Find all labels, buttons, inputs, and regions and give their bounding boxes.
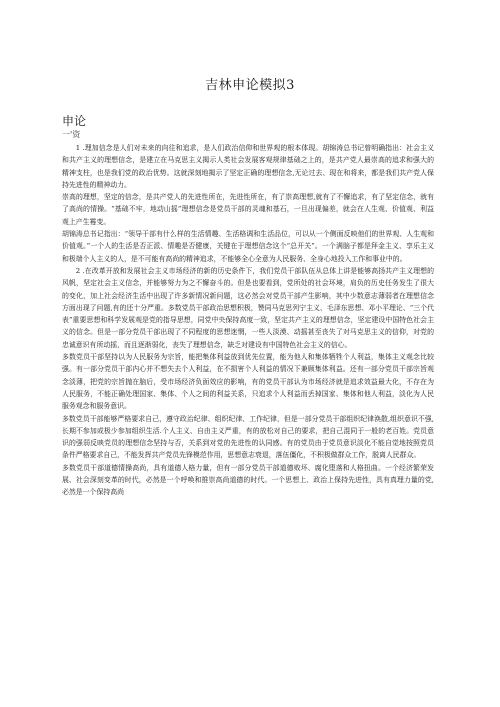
paragraph: 崇高的理想，坚定的信念，是共产党人的先进性所在，先进性所在，有了崇高理想,就有了不懈追求，有了坚定信念，就有了高尚的情操。“基础不牢，地动山摇”理想信念是党员干部的灵魂和基石，一旦出现偏差，就会在人生观、价值观、利益观上产生霉变。 xyxy=(62,193,434,226)
sub-heading: 一'资 xyxy=(62,130,81,139)
paragraph: 多数党员干部能够严格要求自己，遵守政治纪律、组织纪律、工作纪律，但是一部分党员干部组织纪律涣散,组织意识不强,长期不参加或极少参加组织生活.个人主义、自由主义严重，有的放松对自己的要求，把自己混同于一般的老百姓。党员意识的强弱反映党员的理想信念坚持与否，关系到对党的先进性的认同感。有的党员由于党员意识淡化不能自觉地按照党员条件严格要求自己，不能发挥共产党员先锋模范作用，思想意志衰退，落伍僵化，不积极做群众工作，脱离人民群众。 xyxy=(62,414,434,460)
paragraph: 多数党员干部道德情操高尚，具有道德人格力量，但有一部分党员干部道德败坏、腐化堕落和人格扭曲。一个经济繁荣发展、社会深刻变革的时代，必然是一个呼唤和推崇高尚道德的时代。一个思想上、政治上保持先进性，具有真理力量的党,必然是一个保持高尚 xyxy=(62,463,434,497)
section-heading: 申论 xyxy=(62,114,87,128)
document-body xyxy=(62,142,434,499)
paragraph: 胡锦涛总书记指出：“领导干部有什么样的生活情趣、生活格调和生活品位，可以从一个侧面反映他们的世界观、人生观和价值观。”一个人的生活是否正派、情趣是否健康，关键在于理想信念这个“总开关”。一个满脑子都是拜金主义、享乐主义和极端个人主义的人，是不可能有高尚的精神追求，不能够全心全意为人民服务、全身心地投入工作和事业中的。 xyxy=(62,230,434,263)
document-title: 吉林申论模拟3 xyxy=(205,78,295,93)
paragraph: 1 .理加信念是人们对未来的向往和追求，是人们政治信仰和世界观的根本体现。胡锦涛总书记曾明确指出：社会主义和共产主义的理想信念，是建立在马克思主义揭示人类社会发展客观规律基础之上的，是共产党人最崇高的追求和强大的精神支柱，也是我们党的政治优势。这就深刻地揭示了坚定正确的理想信念,无论过去、现在和将来，都是我们共产党人保持先进性的精神动力。 xyxy=(62,144,434,189)
paragraph: 2 .在改革开放和发展社会主义市场经济的新的历史条件下，我们党员干部队伍从总体上讲是能够高扬共产主义理想的风帆，坚定社会主义信念，并能够努力为之不懈奋斗的。但是也要看到，党所处的社会环境，肩负的历史任务发生了很大的变化，加上社会经济生活中出现了许多新情况新问题，这必然会对党员干部产生影响，其中少数意志薄弱者在理想信念方面出现了问题,有的还十分严重。多数党员干部政治思想积极，赞同马克思列宁主义、毛泽东思想、邓小平理论、“三个代表”重要思想和科学发展观是党的指导思想，同党中央保持高度一致，坚定共产主义的理想信念，坚定建设中国特色社会主义的信念。但是一部分党员干部出现了不同程度的思想迷惘，一些人淡漠、动摇甚至丧失了对马克思主义的信仰，对党的忠诚意识有所动摇，而且逐渐弱化，丧失了理想信念，缺乏对建设有中国特色社会主义的信心。 xyxy=(62,266,434,349)
paragraph: 多数党员干部坚持以为人民服务为宗旨，能把集体利益放到优先位置，能为他人和集体牺牲个人利益，集体主义观念比较强。有一部分党员干部内心并不想失去个人利益，在不损害个人利益的情况下兼顾集体利益。还有一部分党员干部宗旨观念淡薄，把党的宗旨抛在脑后，受市场经济负面效应的影响，有的党员干部认为市场经济就是追求效益最大化，不存在为人民服务，不能正确处理国家、集体、个人之间的利益关系，只追求个人利益而丢掉国家、集体和他人利益，淡化为人民服务观念和服务意识。 xyxy=(62,353,434,411)
